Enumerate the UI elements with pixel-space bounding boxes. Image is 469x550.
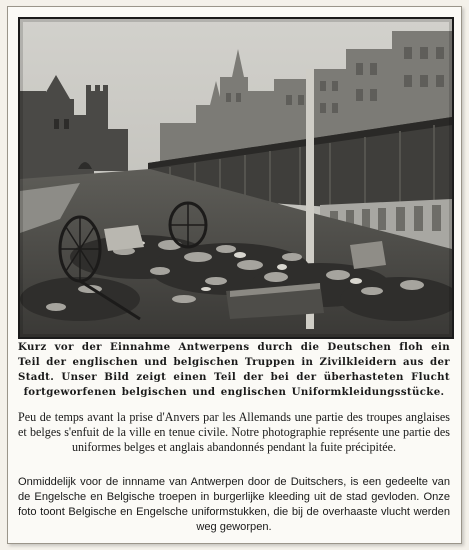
caption-french: Peu de temps avant la prise d'Anvers par les Allemands une partie des troupes anglaises et belges s'enfuit de la ville en tenue civile. Notre photographie représente une partie des uniformes belges et anglais abandonnés pendant la fuite précipitée.	[18, 410, 450, 454]
photo-illustration	[20, 19, 452, 337]
historical-photograph	[18, 17, 454, 339]
caption-german: Kurz vor der Einnahme Antwerpens durch die Deutschen floh ein Teil der englischen und belgischen Truppen in Zivilkleidern aus der Stadt. Unser Bild zeigt einen Teil der bei der überhasteten Flucht fortgeworfenen belgischen und englischen Uniformkleidungsstücke.	[18, 341, 450, 398]
document-page	[7, 6, 462, 544]
caption-dutch: Onmiddelijk voor de innname van Antwerpen door de Duitschers, is een gedeelte van de Engelsche en Belgische troepen in burgerlijke kleeding uit de stad gevloden. Onze foto toont Belgische en Engelsche uniformstukken, die bij de overhaaste vlucht werden weg geworpen.	[18, 476, 450, 533]
